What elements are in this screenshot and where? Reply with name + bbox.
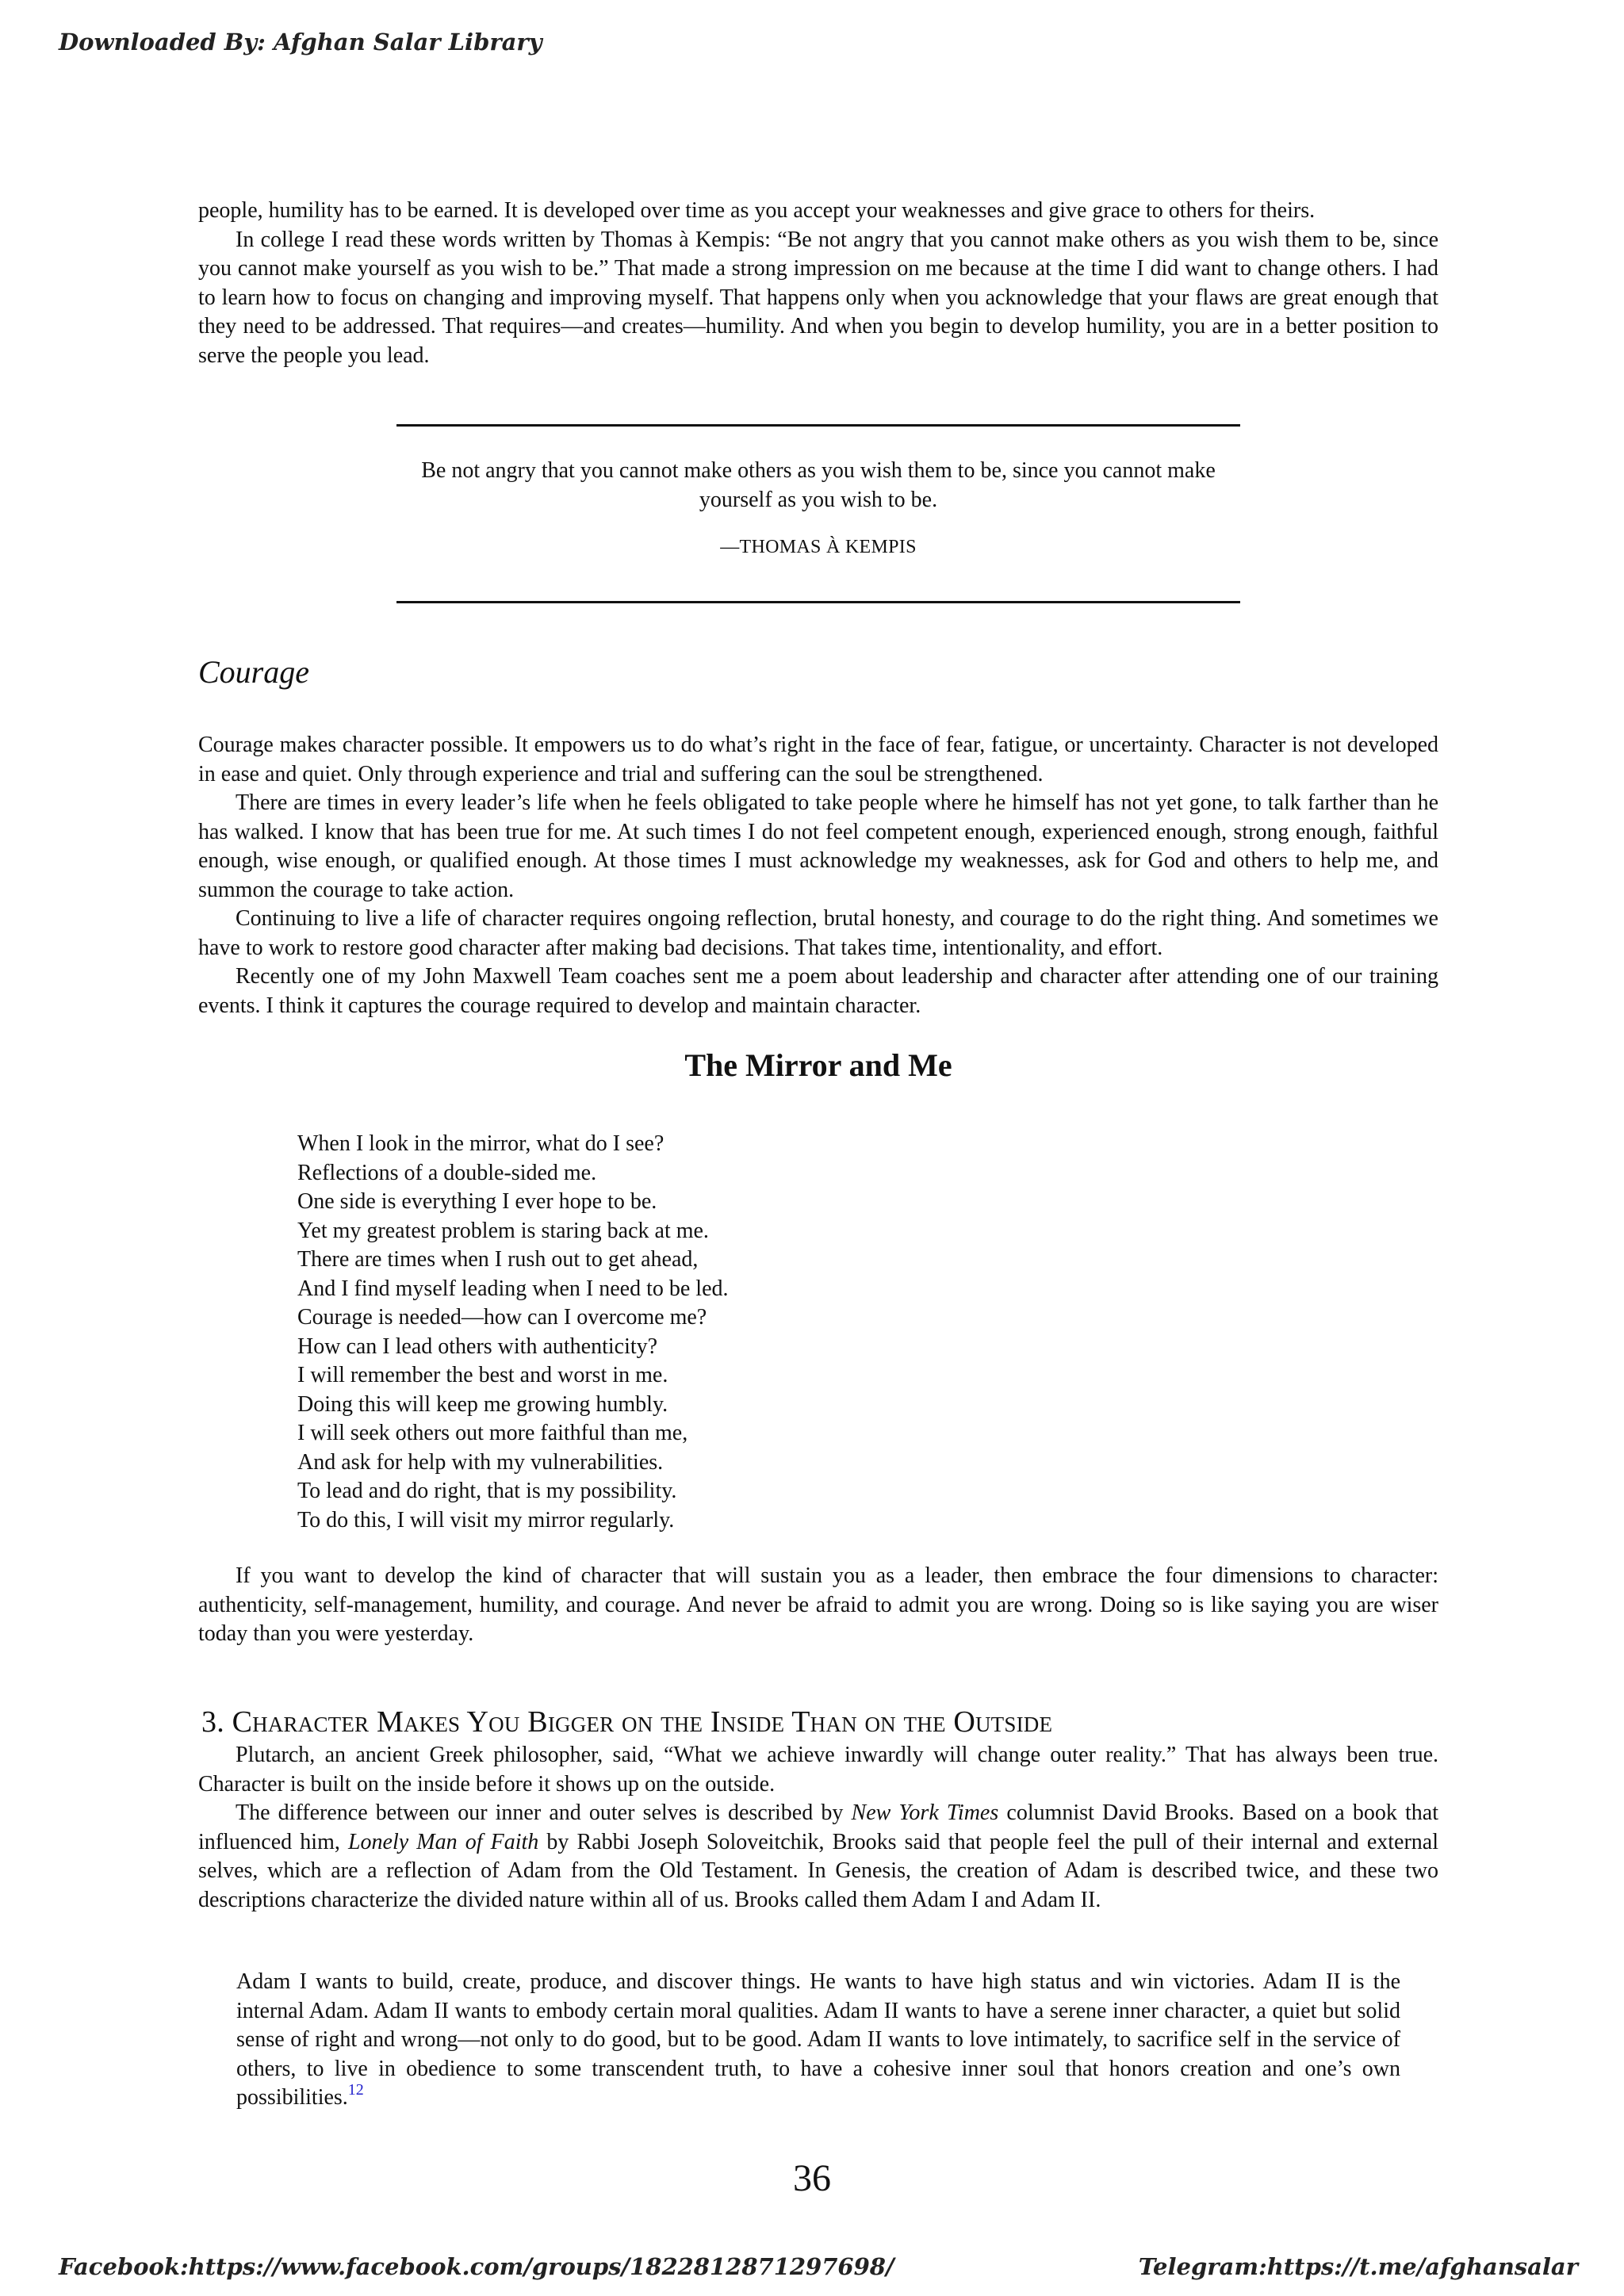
paragraph: In college I read these words written by Thomas à Kempis: “Be not angry that you cannot make others as you wish them to be, since you cannot make yourself as you wish to be.” That made a strong impression on me because at the time I did want to change others. I had to learn how to focus on changing and improving myself. That happens only when you acknowledge that your flaws are great enough that they need to be addressed. That requires—and creates—humility. And when you begin to develop humility, you are in a better position to serve the people you lead.	[198, 227, 1438, 368]
paragraph: There are times in every leader’s life when he feels obligated to take people where he himself has not yet gone, to talk farther than he has walked. I know that has been true for me. At such times I do not feel competent enough, experienced enough, strong enough, faithful enough, wise enough, or qualified enough. At those times I must acknowledge my weaknesses, ask for God and others to help me, and summon the courage to take action.	[198, 790, 1438, 902]
poem-title: The Mirror and Me	[684, 1047, 952, 1083]
block-quote-text: Adam I wants to build, create, produce, and discover things. He wants to have high status and win victories. Adam II is the internal Adam. Adam II wants to embody certain moral qualities. Adam II wants to have a serene inner character, a quiet but solid sense of right and wrong—not only to do good, but to be good. Adam II wants to love intimately, to sacrifice self in the service of others, to live in obedience to some transcendent truth, to have a cohesive inner soul that honors creation and one’s own possibilities.	[236, 1969, 1400, 2110]
chapter3-text	[198, 1741, 1438, 1915]
block-quote	[236, 1968, 1400, 2113]
paragraph	[198, 1799, 1438, 1915]
intro-text	[198, 197, 1438, 370]
poem-line: To do this, I will visit my mirror regularly.	[297, 1507, 675, 1533]
poem-line: Doing this will keep me growing humbly.	[297, 1391, 668, 1417]
poem-line: I will seek others out more faithful than me,	[297, 1421, 688, 1445]
chapter-heading: 3. Character Makes You Bigger on the Inside Than on the Outside	[201, 1705, 1053, 1739]
poem-line: Reflections of a double-sided me.	[297, 1160, 597, 1185]
footer-facebook-link: Facebook:https://www.facebook.com/groups/1822812871297698/	[59, 2253, 894, 2280]
paragraph: Plutarch, an ancient Greek philosopher, said, “What we achieve inwardly will change outer reality.” That has always been true. Character is built on the inside before it shows up on the outside.	[198, 1743, 1438, 1797]
poem-line: Yet my greatest problem is staring back at me.	[297, 1218, 709, 1243]
text-run: by Rabbi Joseph Soloveitchik, Brooks said that people feel the pull of their internal and external selves, which are a reflection of Adam from the Old Testament. In Genesis, the creation of Adam is described twice, and these two descriptions characterize the divided nature within all of us. Brooks called them Adam I and Adam II.	[198, 1829, 1438, 1912]
poem-line: There are times when I rush out to get ahead,	[297, 1247, 699, 1272]
pull-quote-attribution: —THOMAS À KEMPIS	[720, 537, 917, 557]
publication-title: New York Times	[851, 1800, 999, 1825]
poem-line: And ask for help with my vulnerabilities.	[297, 1449, 664, 1475]
text-run: The difference between our inner and outer selves is described by	[236, 1800, 852, 1825]
paragraph: people, humility has to be earned. It is developed over time as you accept your weaknesses and give grace to others for theirs.	[198, 198, 1316, 223]
footnote-link[interactable]: 12	[347, 2081, 364, 2099]
paragraph: Continuing to live a life of character requires ongoing reflection, brutal honesty, and courage to do the right thing. And sometimes we have to work to restore good character after making bad decisions. That takes time, intentionality, and effort.	[198, 906, 1438, 960]
poem-line: Courage is needed—how can I overcome me?	[297, 1305, 707, 1330]
poem-line: How can I lead others with authenticity?	[297, 1334, 658, 1359]
paragraph: Courage makes character possible. It empowers us to do what’s right in the face of fear, fatigue, or uncertainty. Character is not developed in ease and quiet. Only through experience and trial and suffering can the soul be strengthened.	[198, 733, 1438, 786]
section-title-courage: Courage	[198, 654, 309, 690]
courage-text	[198, 731, 1438, 1020]
book-title: Lonely Man of Faith	[347, 1829, 539, 1854]
poem-line: And I find myself leading when I need to be led.	[297, 1276, 729, 1301]
footer-telegram-link: Telegram:https://t.me/afghansalar	[1138, 2253, 1578, 2280]
pull-quote-text: Be not angry that you cannot make others as you wish them to be, since you cannot make yourself as you wish to be.	[421, 458, 1216, 512]
paragraph: If you want to develop the kind of character that will sustain you as a leader, then embrace the four dimensions to character: authenticity, self-management, humility, and courage. And never be afraid to admit you are wrong. Doing so is like saying you are wiser today than you were yesterday.	[198, 1563, 1438, 1646]
poem-line: I will remember the best and worst in me.	[297, 1363, 668, 1387]
paragraph: Recently one of my John Maxwell Team coaches sent me a poem about leadership and character after attending one of our training events. I think it captures the courage required to develop and maintain character.	[198, 964, 1438, 1018]
poem-line: To lead and do right, that is my possibility.	[297, 1479, 677, 1503]
poem	[297, 1130, 729, 1535]
pull-quote	[396, 424, 1240, 603]
poem-line: One side is everything I ever hope to be.	[297, 1189, 657, 1214]
download-source-note: Downloaded By: Afghan Salar Library	[59, 29, 542, 55]
page-number: 36	[793, 2157, 831, 2199]
text-run: columnist David Brooks. Based on a book that influenced him,	[198, 1800, 1438, 1854]
poem-line: When I look in the mirror, what do I see?	[297, 1131, 665, 1156]
closing-text	[198, 1562, 1438, 1649]
